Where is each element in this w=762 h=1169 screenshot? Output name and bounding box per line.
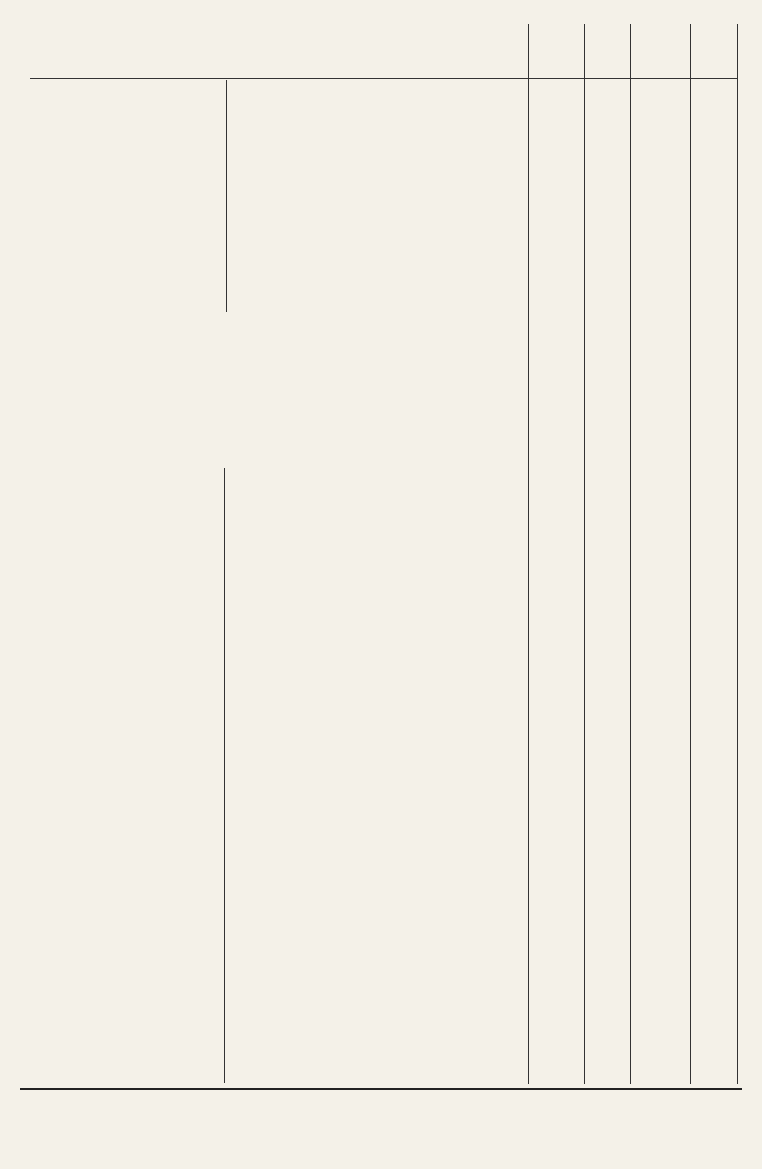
page-header — [36, 24, 72, 39]
owner-rule-bottom — [224, 468, 225, 1083]
owner-rule-top — [226, 80, 227, 312]
svea-banner — [20, 1096, 742, 1132]
bottom-rule — [20, 1088, 742, 1090]
header-rule — [30, 78, 738, 79]
col-rule-5 — [737, 24, 738, 1084]
col-rule-4 — [690, 24, 691, 1084]
col-rule-2 — [584, 24, 585, 1084]
col-rule-1 — [528, 24, 529, 1084]
col-rule-3 — [630, 24, 631, 1084]
